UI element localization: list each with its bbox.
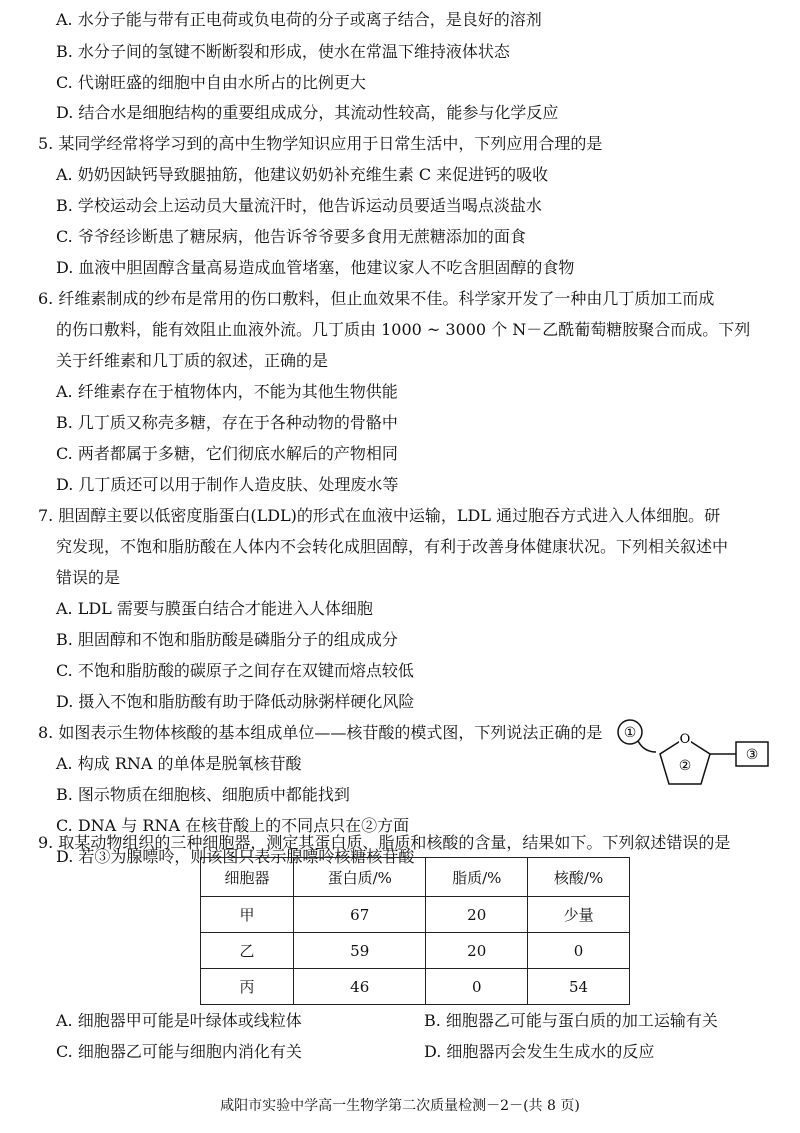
q9-option-a: A. 细胞器甲可能是叶绿体或线粒体 — [56, 1011, 302, 1030]
q8-option-a: A. 构成 RNA 的单体是脱氧核苷酸 — [56, 754, 302, 773]
nucleotide-diagram — [608, 712, 778, 802]
q6-option-d: D. 几丁质还可以用于制作人造皮肤、处理废水等 — [56, 475, 399, 494]
table-header-row — [201, 858, 630, 897]
page-footer: 咸阳市实验中学高一生物学第二次质量检测－2－(共 8 页) — [220, 1098, 580, 1114]
table-cell: 0 — [426, 969, 528, 1005]
q7-stem-line-3: 错误的是 — [56, 568, 121, 587]
table-cell: 20 — [426, 933, 528, 969]
label-1: ① — [623, 725, 637, 741]
table-cell: 乙 — [201, 933, 294, 969]
label-2: ② — [678, 758, 692, 774]
q6-stem-line-1: 6. 纤维素制成的纱布是常用的伤口敷料，但止血效果不佳。科学家开发了一种由几丁质加工而成 — [38, 289, 715, 308]
q6-stem-line-3: 关于纤维素和几丁质的叙述，正确的是 — [56, 351, 329, 370]
q9-option-c: C. 细胞器乙可能与细胞内消化有关 — [56, 1042, 302, 1061]
q7-stem-line-2: 究发现，不饱和脂肪酸在人体内不会转化成胆固醇，有利于改善身体健康状况。下列相关叙述中 — [56, 537, 729, 556]
q5-stem: 5. 某同学经常将学习到的高中生物学知识应用于日常生活中，下列应用合理的是 — [38, 134, 603, 153]
table-cell: 甲 — [201, 897, 294, 933]
q8-option-c: C. DNA 与 RNA 在核苷酸上的不同点只在②方面 — [56, 816, 410, 835]
q7-option-a: A. LDL 需要与膜蛋白结合才能进入人体细胞 — [56, 599, 373, 618]
table-cell: 46 — [294, 969, 426, 1005]
q6-stem-line-2: 的伤口敷料，能有效阻止血液外流。几丁质由 1000 ~ 3000 个 N－乙酰葡萄糖胺聚合而成。下列 — [56, 320, 751, 339]
table-cell: 少量 — [528, 897, 630, 933]
q7-option-d: D. 摄入不饱和脂肪酸有助于降低动脉粥样硬化风险 — [56, 692, 415, 711]
q5-option-b: B. 学校运动会上运动员大量流汗时，他告诉运动员要适当喝点淡盐水 — [56, 196, 542, 215]
header-lipid: 脂质/% — [426, 858, 528, 897]
q7-stem-line-1: 7. 胆固醇主要以低密度脂蛋白(LDL)的形式在血液中运输，LDL 通过胞吞方式进入人体细胞。研 — [38, 506, 721, 525]
label-3: ③ — [745, 747, 759, 763]
q9-option-d: D. 细胞器丙会发生生成水的反应 — [424, 1042, 655, 1061]
q8-option-b: B. 图示物质在细胞核、细胞质中都能找到 — [56, 785, 350, 804]
table-cell: 20 — [426, 897, 528, 933]
q4-option-a: A. 水分子能与带有正电荷或负电荷的分子或离子结合，是良好的溶剂 — [56, 10, 542, 29]
phosphate-bond — [638, 741, 656, 752]
q5-option-d: D. 血液中胆固醇含量高易造成血管堵塞，他建议家人不吃含胆固醇的食物 — [56, 258, 575, 277]
table-row — [201, 897, 630, 933]
q6-option-b: B. 几丁质又称壳多糖，存在于各种动物的骨骼中 — [56, 413, 398, 432]
q4-option-b: B. 水分子间的氢键不断断裂和形成，使水在常温下维持液体状态 — [56, 42, 510, 61]
q8-option-d: D. 若③为腺嘌呤，则该图只表示腺嘌呤核糖核苷酸 — [56, 847, 415, 866]
table-row — [201, 969, 630, 1005]
q8-stem: 8. 如图表示生物体核酸的基本组成单位——核苷酸的模式图，下列说法正确的是 — [38, 723, 603, 742]
header-nucleic-acid: 核酸/% — [528, 858, 630, 897]
table-row — [201, 933, 630, 969]
header-protein: 蛋白质/% — [294, 858, 426, 897]
table-cell: 丙 — [201, 969, 294, 1005]
q6-option-a: A. 纤维素存在于植物体内，不能为其他生物供能 — [56, 382, 398, 401]
q6-option-c: C. 两者都属于多糖，它们彻底水解后的产物相同 — [56, 444, 398, 463]
q5-option-a: A. 奶奶因缺钙导致腿抽筋，他建议奶奶补充维生素 C 来促进钙的吸收 — [56, 165, 549, 184]
table-cell: 54 — [528, 969, 630, 1005]
table-cell: 0 — [528, 933, 630, 969]
q9-option-b: B. 细胞器乙可能与蛋白质的加工运输有关 — [424, 1011, 718, 1030]
q4-option-d: D. 结合水是细胞结构的重要组成成分，其流动性较高，能参与化学反应 — [56, 103, 559, 122]
organelle-table — [200, 857, 630, 1005]
q4-option-c: C. 代谢旺盛的细胞中自由水所占的比例更大 — [56, 73, 366, 92]
q7-option-c: C. 不饱和脂肪酸的碳原子之间存在双键而熔点较低 — [56, 661, 414, 680]
q7-option-b: B. 胆固醇和不饱和脂肪酸是磷脂分子的组成成分 — [56, 630, 398, 649]
q5-option-c: C. 爷爷经诊断患了糖尿病，他告诉爷爷要多食用无蔗糖添加的面食 — [56, 227, 526, 246]
ring-oxygen: O — [679, 732, 691, 747]
table-cell: 59 — [294, 933, 426, 969]
q9-stem: 9. 取某动物组织的三种细胞器，测定其蛋白质、脂质和核酸的含量，结果如下。下列叙述错误的是 — [38, 833, 731, 852]
table-cell: 67 — [294, 897, 426, 933]
header-organelle: 细胞器 — [201, 858, 294, 897]
